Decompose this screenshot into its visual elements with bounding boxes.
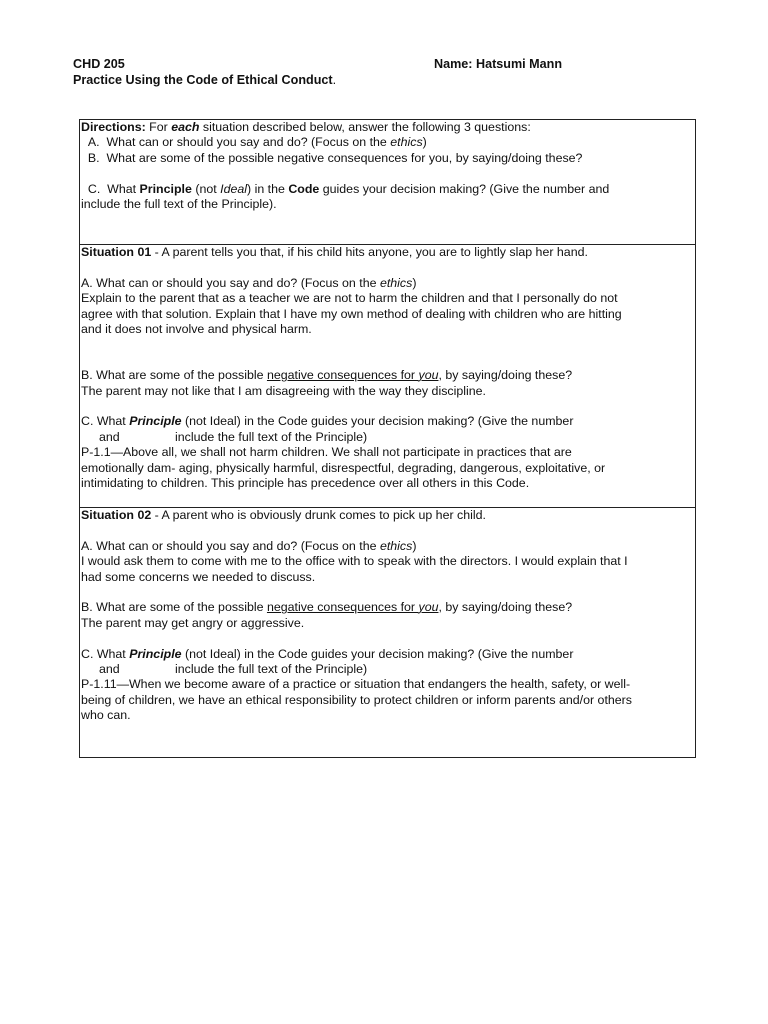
name-label: Name: bbox=[434, 57, 473, 71]
qb-under-1: negative consequences for bbox=[266, 368, 419, 383]
dir-qa-post: ) bbox=[422, 135, 427, 150]
question-a bbox=[81, 276, 695, 291]
question-c-cont bbox=[81, 662, 695, 677]
dir-qc-ideal: Ideal bbox=[220, 181, 247, 196]
qc-cont: include the full text of the Principle) bbox=[175, 429, 368, 444]
qc-principle: Principle bbox=[129, 414, 182, 429]
directions-intro-post: situation described below, answer the following 3 questions: bbox=[199, 120, 531, 134]
student-name bbox=[434, 56, 562, 72]
qc-principle: Principle bbox=[129, 646, 182, 661]
document-title-suffix: . bbox=[332, 73, 337, 87]
spacer bbox=[81, 523, 695, 538]
qa-pre: A. What can or should you say and do? (Focus on the bbox=[81, 538, 380, 553]
question-c bbox=[81, 414, 695, 429]
dir-qc-3: ) in the bbox=[247, 181, 289, 196]
spacer bbox=[81, 166, 695, 181]
qb-pre: B. What are some of the possible bbox=[81, 368, 267, 383]
dir-qc-2: (not bbox=[191, 181, 221, 196]
spacer bbox=[81, 337, 695, 352]
directions-label: Directions: bbox=[81, 120, 146, 134]
answer-a-line: Explain to the parent that as a teacher we are not to harm the children and that I personally do not bbox=[81, 291, 618, 306]
answer-c-line: P-1.1—Above all, we shall not harm children. We shall not participate in practices that are bbox=[81, 445, 572, 460]
spacer bbox=[81, 631, 695, 646]
answer-c-line: who can. bbox=[81, 708, 131, 723]
situation-01-cell bbox=[80, 245, 696, 508]
answer-c-line: emotionally dam- aging, physically harmful, disrespectful, degrading, dangerous, exploitative, or bbox=[81, 460, 606, 475]
qc-post: (not Ideal) in the Code guides your decision making? (Give the number bbox=[181, 646, 574, 661]
question-b bbox=[81, 368, 695, 383]
qa-post: ) bbox=[412, 538, 417, 553]
qb-post: , by saying/doing these? bbox=[438, 600, 573, 615]
qb-pre: B. What are some of the possible bbox=[81, 600, 267, 615]
question-a bbox=[81, 539, 695, 554]
directions-intro bbox=[81, 120, 695, 135]
qc-pre: C. What bbox=[81, 414, 130, 429]
answer-a-line: had some concerns we needed to discuss. bbox=[81, 569, 316, 584]
spacer bbox=[81, 353, 695, 368]
course-code: CHD 205 bbox=[73, 57, 125, 71]
qa-emph: ethics bbox=[379, 275, 413, 290]
situation-description: - A parent tells you that, if his child hits anyone, you are to lightly slap her hand. bbox=[151, 245, 588, 259]
qc-and: and bbox=[99, 662, 120, 677]
qa-emph: ethics bbox=[379, 538, 413, 553]
spacer bbox=[81, 260, 695, 275]
answer-a-line: agree with that solution. Explain that I have my own method of dealing with children who are hitting bbox=[81, 306, 622, 321]
spacer bbox=[81, 399, 695, 414]
question-c bbox=[81, 647, 695, 662]
situation-description: - A parent who is obviously drunk comes to pick up her child. bbox=[151, 508, 486, 522]
qc-cont: include the full text of the Principle) bbox=[175, 662, 368, 677]
dir-qa-pre: A. What can or should you say and do? (Focus on the bbox=[81, 135, 391, 150]
answer-a-line: and it does not involve and physical harm. bbox=[81, 322, 312, 337]
answer-a-line: I would ask them to come with me to the office with to speak with the directors. I would explain that I bbox=[81, 554, 628, 569]
qb-under-1: negative consequences for bbox=[266, 600, 419, 615]
qb-post: , by saying/doing these? bbox=[438, 368, 573, 383]
situation-label: Situation 02 bbox=[81, 508, 152, 522]
spacer bbox=[81, 585, 695, 600]
directions-intro-emph: each bbox=[171, 120, 200, 134]
dir-qc-1: C. What bbox=[81, 181, 140, 196]
document-title-text: Practice Using the Code of Ethical Conduct bbox=[73, 73, 333, 87]
document-title bbox=[73, 72, 336, 88]
directions-cell bbox=[80, 120, 696, 245]
question-b bbox=[81, 600, 695, 615]
directions-question-b: B. What are some of the possible negative consequences for you, by saying/doing these? bbox=[81, 150, 583, 165]
situation-heading bbox=[81, 245, 695, 260]
directions-question-a bbox=[81, 135, 695, 150]
dir-qc-principle: Principle bbox=[139, 181, 192, 196]
directions-question-c bbox=[81, 182, 695, 197]
question-c-cont bbox=[81, 430, 695, 445]
worksheet-table bbox=[79, 119, 696, 758]
situation-02-cell bbox=[80, 508, 696, 758]
qc-pre: C. What bbox=[81, 646, 130, 661]
qa-post: ) bbox=[412, 275, 417, 290]
name-value: Hatsumi Mann bbox=[476, 57, 563, 71]
dir-qc-code: Code bbox=[288, 181, 320, 196]
qb-under-2: you bbox=[418, 600, 439, 615]
situation-heading bbox=[81, 508, 695, 523]
qc-and: and bbox=[99, 429, 120, 444]
answer-b: The parent may get angry or aggressive. bbox=[81, 615, 305, 630]
answer-c-line: intimidating to children. This principle has precedence over all others in this Code. bbox=[81, 476, 530, 491]
directions-intro-pre: For bbox=[145, 120, 172, 134]
situation-label: Situation 01 bbox=[81, 245, 152, 259]
answer-c-line: being of children, we have an ethical responsibility to protect children or inform parents and/or others bbox=[81, 692, 632, 707]
document-header bbox=[73, 56, 336, 88]
answer-c-line: P-1.11—When we become aware of a practice or situation that endangers the health, safety, or well- bbox=[81, 677, 631, 692]
answer-b: The parent may not like that I am disagreeing with the way they discipline. bbox=[81, 383, 486, 398]
dir-qa-emph: ethics bbox=[390, 135, 423, 150]
qb-underlined bbox=[267, 600, 439, 614]
directions-question-c-cont: include the full text of the Principle). bbox=[81, 197, 277, 212]
qc-post: (not Ideal) in the Code guides your decision making? (Give the number bbox=[181, 414, 574, 429]
qa-pre: A. What can or should you say and do? (Focus on the bbox=[81, 275, 380, 290]
qb-underlined bbox=[267, 368, 439, 382]
qb-under-2: you bbox=[418, 368, 439, 383]
dir-qc-4: guides your decision making? (Give the number and bbox=[319, 181, 610, 196]
